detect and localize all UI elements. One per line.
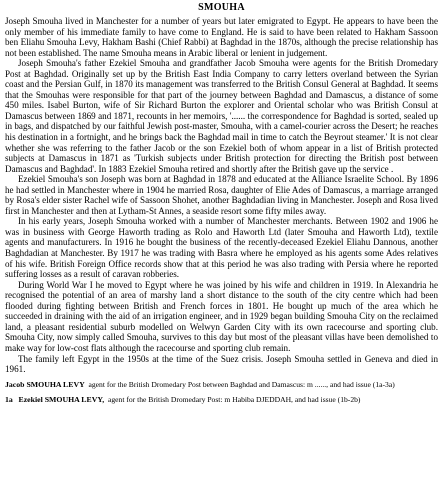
entry-number: 1a	[5, 395, 13, 404]
paragraph: Ezekiel Smouha's son Joseph was born at Baghdad in 1878 and educated at the Alliance Israelite School. By 1896 he had settled in Manchester where in 1904 he married Rosa, daughter of Elie Ades of Damascus, a marriage arranged by Rosa's elder sister Rachel wife of Sassoon Shohet, another Baghdadian living in Manchester. Joseph and Rosa lived first in Manchester and then at Lytham-St Annes, a seaside resort some fifty miles away.	[5, 174, 438, 216]
genealogy-entry	[5, 380, 438, 389]
paragraph: In his early years, Joseph Smouha worked with a number of Manchester merchants. Between 1902 and 1906 he was in business with George Haworth trading as Rolo and Haworth Ltd (later Smouha and Haworth Ltd), textile agents and manufacturers. In 1916 he bought the business of the recently-deceased Ezekiel Eliahu Dannous, another Baghdadian at Manchester. By 1917 he was trading with Basra where he employed as his agents some Ades relatives of his wife. British Foreign Office records show that at this period he was also trading with Persia where he reported suffering losses as a result of caravan robberies.	[5, 216, 438, 280]
genealogy-entry	[5, 395, 438, 404]
entry-text: agent for the British Dromedary Post: m Habiba DJEDDAH, and had issue (1b-2b)	[108, 395, 361, 404]
paragraph: The family left Egypt in the 1950s at the time of the Suez crisis. Joseph Smouha settled in Geneva and died in 1961.	[5, 353, 438, 375]
article-body	[5, 16, 438, 375]
paragraph: During World War I he moved to Egypt where he was joined by his wife and children in 1919. In Alexandria he recognised the potential of an area of marshy land a short distance to the south of the city centre which had been flooded during fighting between British and French forces in 1801. He bought up much of the area which he succeeded in draining with the aid of an irrigation engineer, and in 1929 began building Smouha City on the reclaimed land, a pleasant residential suburb modelled on Welwyn Garden City with its own racecourse and sporting club. Smouha City, now simply called Smouha, survives to this day but most of the pleasant villas have been demolished to make way for low-cost flats although the racecourse and sporting club remain.	[5, 279, 438, 353]
page-title: SMOUHA	[198, 2, 245, 13]
entry-name: Jacob SMOUHA LEVY	[5, 379, 85, 389]
paragraph: Joseph Smouha lived in Manchester for a number of years but later emigrated to Egypt. He appears to have been the only member of his immediate family to have come to England. He is said to have been related to Hakham Sassoon ben Eliahu Smouha Levy, Hakham Bashi (Chief Rabbi) at Baghdad in the 1870s, although the precise relationship has not been established. The name Smouha means in Arabic liberal or lenient in judgement.	[5, 16, 438, 58]
entry-text: agent for the British Dromedary Post between Baghdad and Damascus: m ......, and had issue (1a-3a)	[88, 379, 395, 389]
genealogy-entries	[5, 380, 438, 405]
entry-name: Ezekiel SMOUHA LEVY,	[18, 395, 105, 404]
paragraph: Joseph Smouha's father Ezekiel Smouha and grandfather Jacob Smouha were agents for the British Dromedary Post at Baghdad. Originally set up by the British East India Company to carry letters overland between the Syrian coast and the Persian Gulf, in 1870 its management was transferred to the British Consul General at Baghdad. It seems that the Smouhas were responsible for that part of the journey between Baghdad and Damascus, a distance of some 450 miles. Isabel Burton, wife of Sir Richard Burton the explorer and Oriental scholar who was British Consul at Damascus between 1869 and 1871, recounts in her memoirs, '...... the correspondence for Baghdad is sorted, sealed up in bags, and dispatched by our faithful Jewish post-master, Smouha, with a camel-courier across the Desert; he reaches his destination in a fortnight, and he brings back the Baghdad mail in time to catch the Beyrout steamer.' It is not clear whether she was referring to the father Jacob or the son Ezekiel both of whom appear in a list of British protected subjects at Damascus in 1871 as 'Turkish subjects under British protection for directing the British post between Damascus and Baghdad'. In 1883 Ezekiel Smouha retired and shortly after the British gave up the service .	[5, 58, 438, 174]
